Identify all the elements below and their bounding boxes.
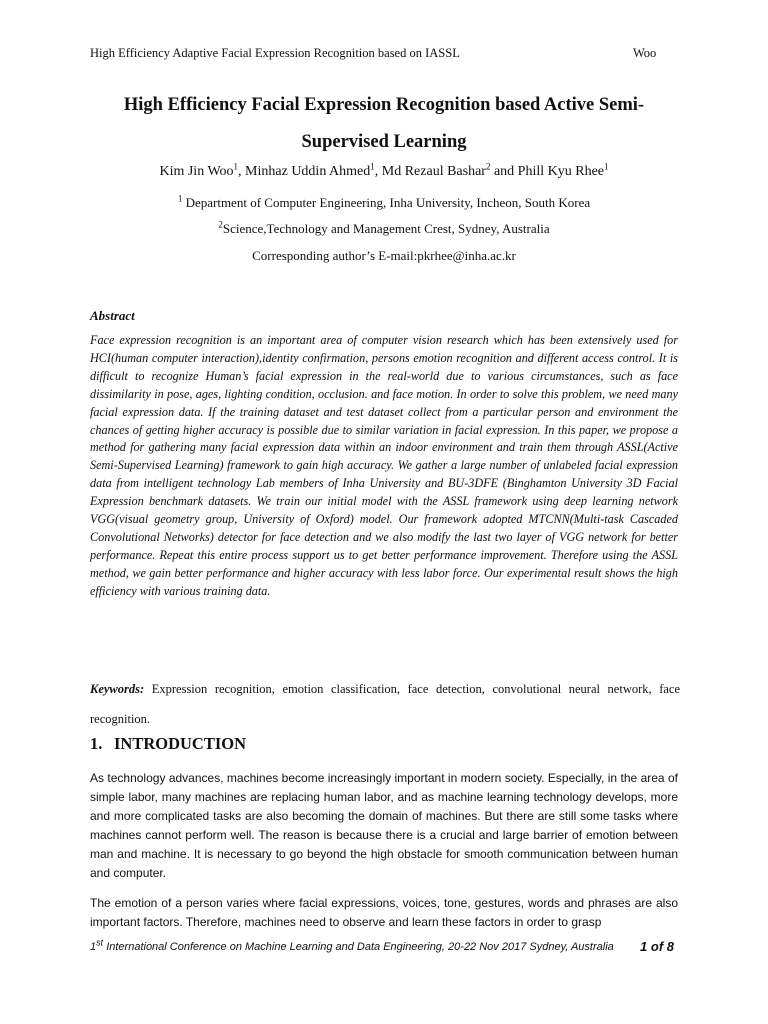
footer-ordinal-suffix: st	[96, 937, 104, 948]
affiliation-text: Department of Computer Engineering, Inha University, Incheon, South Korea	[182, 195, 591, 210]
author-affiliation-mark: 2	[485, 161, 491, 172]
affiliation-2	[60, 221, 708, 237]
paper-title-line-1: High Efficiency Facial Expression Recognition based Active Semi-	[123, 95, 645, 115]
footer-conference: International Conference on Machine Learning and Data Engineering, 20-22 Nov 2017 Sydney, Australia	[103, 941, 614, 953]
affiliation-1	[60, 195, 708, 211]
author-list	[60, 161, 708, 180]
running-title: High Efficiency Adaptive Facial Expression Recognition based on IASSL	[90, 46, 460, 60]
abstract-heading: Abstract	[90, 308, 135, 323]
corresponding-email: Corresponding author’s E-mail:pkrhee@inha.ac.kr	[252, 248, 516, 263]
page-number: 1 of 8	[640, 939, 674, 954]
author-name: and Phill Kyu Rhee	[490, 164, 605, 179]
affiliation-mark: 1	[177, 193, 183, 204]
keywords	[90, 674, 680, 734]
author-name: Kim Jin Woo	[159, 164, 234, 179]
section-number: 1.	[90, 734, 103, 753]
author-affiliation-mark: 1	[604, 161, 609, 172]
author-affiliation-mark: 1	[233, 161, 239, 172]
section-title: INTRODUCTION	[114, 734, 247, 753]
author-name: , Minhaz Uddin Ahmed	[238, 164, 371, 179]
section-heading	[90, 734, 246, 754]
body-paragraph-1: As technology advances, machines become increasingly important in modern society. Especially, in the area of simple labor, many machines are replacing human labor, and as machine learning technology develops, more and more complicated tasks are also becoming the domain of machines. But there are still some tasks where machines cannot perform well. The reason is because there is a crucial and large barrier of emotion between man and machine. It is necessary to go beyond the high obstacle for smooth communication between human and computer.	[90, 771, 678, 880]
abstract-text: Face expression recognition is an important area of computer vision research which has been extensively used for HCI(human computer interaction),identity confirmation, persons emotion recognition and different access control. It is difficult to recognize Human’s facial expression in the real-world due to various circumstances, such as face dissimilarity in pose, ages, lighting condition, occlusion. and face motion. In order to solve this problem, we need many facial expression data. If the training dataset and test dataset collect from a particular person and environment the chances of getting higher accuracy is possible due to similar variation in facial expression. In this paper, we propose a method for gathering many facial expression data within an indoor environment and train them through ASSL(Active Semi-Supervised Learning) framework to gain high accuracy. We gather a large number of unlabeled facial expression data from intelligent technology Lab members of Inha University and BU-3DFE (Binghamton University 3D Facial Expression benchmark datasets. We train our initial model with the ASSL framework using deep learning network VGG(visual geometry group, University of Oxford) model. Our framework adopted MTCNN(Multi-task Cascaded Convolutional Networks) detector for face detection and we also modify the last two layer of VGG network for better performance. Repeat this entire process support us to get better performance improvement. Therefore using the ASSL method, we gain better performance and higher accuracy with less labor force. Our experimental result shows the high efficiency with various training data.	[90, 333, 678, 598]
body-paragraph-2: The emotion of a person varies where facial expressions, voices, tone, gestures, words and phrases are also important factors. Therefore, machines need to observe and learn these factors in order to grasp	[90, 896, 678, 929]
author-affiliation-mark: 1	[370, 161, 375, 172]
affiliation-text: Science,Technology and Management Crest, Sydney, Australia	[222, 221, 550, 236]
keywords-text: Expression recognition, emotion classification, face detection, convolutional neural network, face recognition.	[90, 682, 680, 726]
running-author: Woo	[633, 46, 657, 60]
page-footer	[90, 937, 678, 954]
author-name: , Md Rezaul Bashar	[374, 164, 486, 179]
paper-title-line-2: Supervised Learning	[301, 132, 467, 152]
footer-ordinal: 1	[90, 941, 97, 953]
keywords-label: Keywords:	[90, 682, 145, 696]
affiliation-mark: 2	[218, 219, 223, 230]
